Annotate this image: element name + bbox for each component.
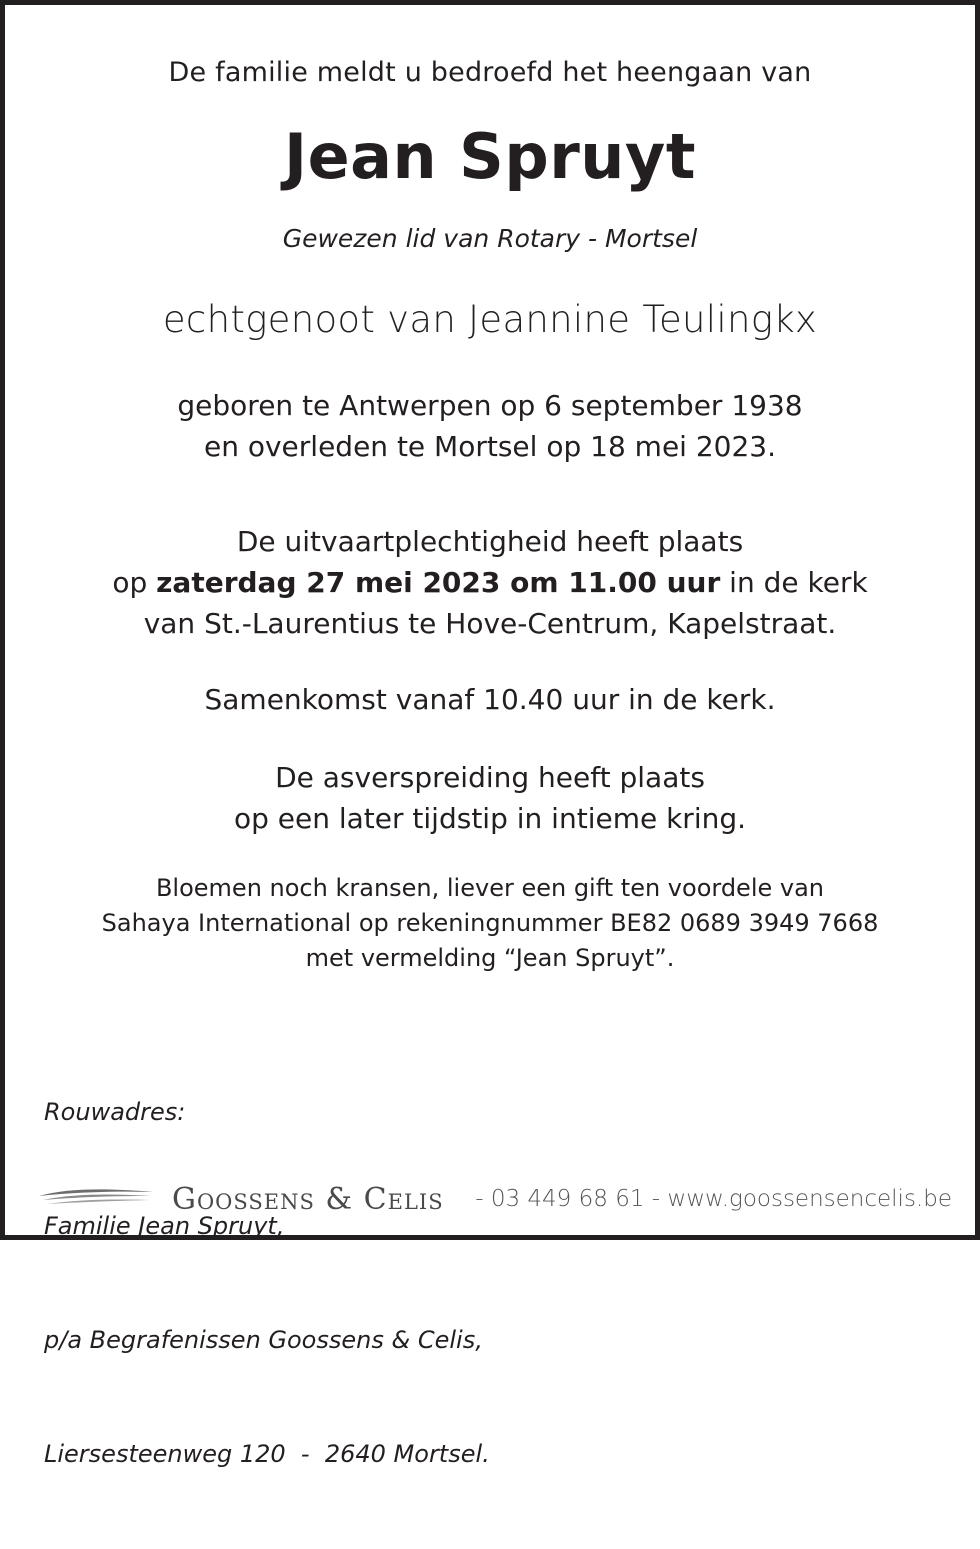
mourning-address: [44, 1017, 490, 1549]
contact-info: - 03 449 68 61 - www.goossensencelis.be: [475, 1186, 952, 1212]
membership-subtitle: Gewezen lid van Rotary - Mortsel: [282, 224, 698, 253]
funeral-suffix: in de kerk: [720, 566, 868, 599]
life-dates: [5, 385, 975, 467]
death-line: en overleden te Mortsel op 18 mei 2023.: [203, 430, 777, 463]
swoosh-logo-icon: [37, 1182, 157, 1212]
funeral-prefix: op: [112, 566, 157, 599]
intro-text: De familie meldt u bedroefd het heengaan van: [168, 57, 812, 88]
undertaker-footer: [37, 1180, 952, 1220]
funeral-line-3: van St.-Laurentius te Hove-Centrum, Kapelstraat.: [143, 607, 837, 640]
ashes-line-2: op een later tijdstip in intieme kring.: [233, 802, 747, 835]
funeral-date-time: zaterdag 27 mei 2023 om 11.00 uur: [156, 566, 721, 599]
funeral-line-2: [5, 562, 975, 603]
ashes-line-1: De asverspreiding heeft plaats: [275, 761, 705, 794]
flowers-line-2: Sahaya International op rekeningnummer BE82 0689 3949 7668: [101, 909, 879, 937]
gathering-line: Samenkomst vanaf 10.40 uur in de kerk.: [204, 683, 776, 716]
flowers-line-1: Bloemen noch kransen, liever een gift ten voordele van: [155, 874, 825, 902]
address-undertaker: p/a Begrafenissen Goossens & Celis,: [44, 1326, 483, 1354]
flowers-note: [5, 871, 975, 976]
flowers-line-3: met vermelding “Jean Spruyt”.: [305, 944, 675, 972]
spouse-line: echtgenoot van Jeannine Teulingkx: [162, 298, 818, 341]
address-street: Liersesteenweg 120 - 2640 Mortsel.: [44, 1440, 490, 1468]
address-family: Familie Jean Spruyt,: [44, 1212, 285, 1240]
funeral-line-1: De uitvaartplechtigheid heeft plaats: [236, 525, 744, 558]
address-heading: Rouwadres:: [44, 1098, 186, 1126]
funeral-details: [5, 521, 975, 644]
undertaker-logo-text: Goossens & Celis: [172, 1182, 444, 1217]
ashes-details: [5, 757, 975, 839]
birth-line: geboren te Antwerpen op 6 september 1938: [177, 389, 803, 422]
deceased-name: Jean Spruyt: [284, 120, 696, 193]
